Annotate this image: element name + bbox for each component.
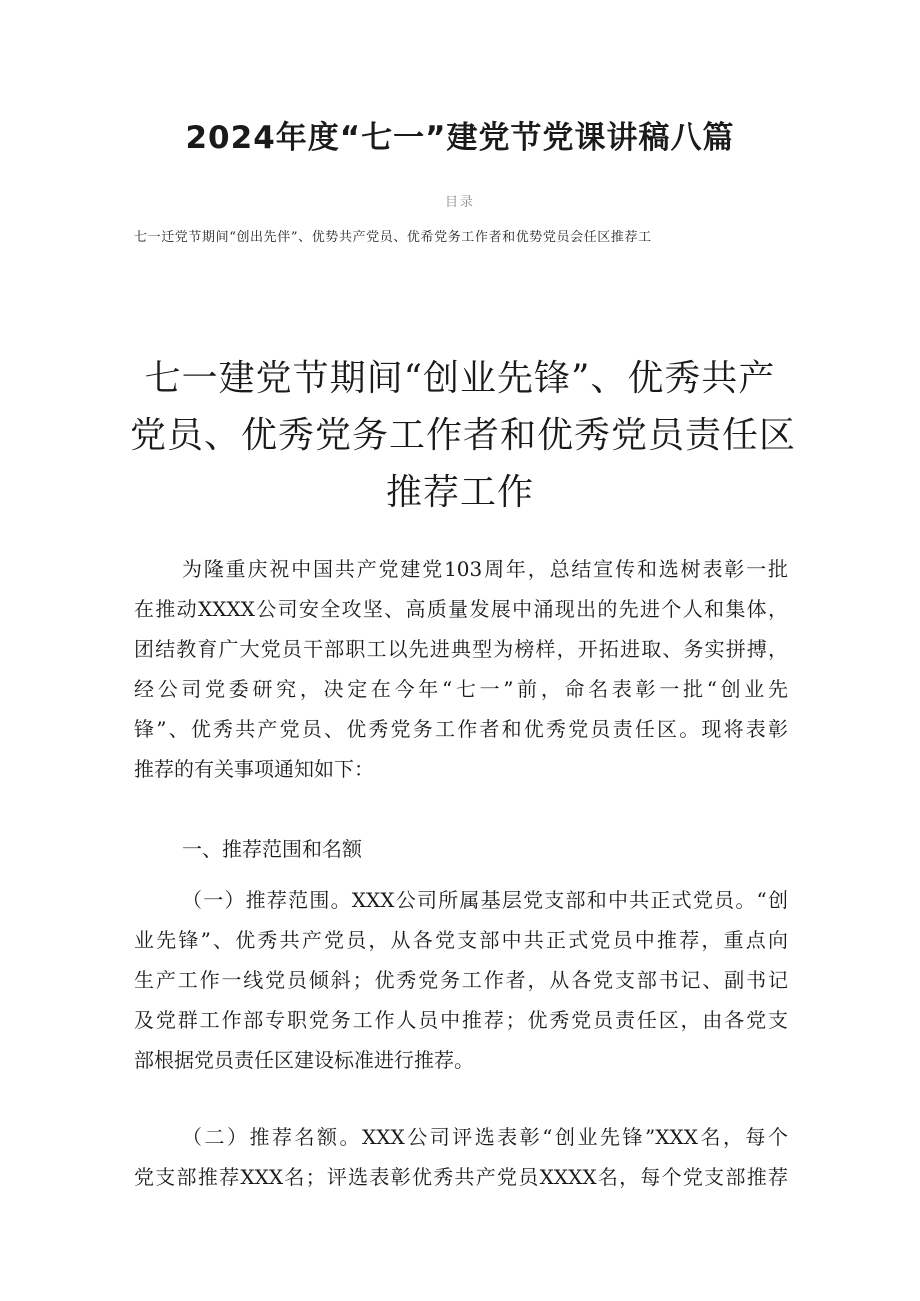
paragraph-line: 为隆重庆祝中国共产党建党103周年，总结宣传和选树表彰一批 xyxy=(182,557,788,581)
paragraph-scope xyxy=(134,880,788,1080)
toc-heading: 目录 xyxy=(444,195,475,210)
paragraph-line: 党支部推荐XXX名；评选表彰优秀共产党员XXXX名，每个党支部推荐 xyxy=(134,1165,788,1189)
paragraph-quota xyxy=(134,1117,788,1197)
paragraph-line: 经公司党委研究，决定在今年“七一”前，命名表彰一批“创业先 xyxy=(134,677,788,701)
paragraph-intro xyxy=(134,549,788,789)
paragraph-line: 部根据党员责任区建设标准进行推荐。 xyxy=(134,1048,474,1072)
paragraph-line: 推荐的有关事项通知如下： xyxy=(134,757,374,781)
section-title xyxy=(130,350,797,521)
paragraph-line: （一）推荐范围。XXX公司所属基层党支部和中共正式党员。“创 xyxy=(182,888,788,912)
paragraph-line: 生产工作一线党员倾斜；优秀党务工作者，从各党支部书记、副书记 xyxy=(134,968,788,992)
toc-entry[interactable]: 七一迁党节期间“创出先伴”、优势共产党员、优希党务工作者和优势党员会任区推荐工 xyxy=(134,230,652,245)
document-title: 2024年度“七一”建党节党课讲稿八篇 xyxy=(185,120,735,156)
paragraph-line: 在推动XXXX公司安全攻坚、高质量发展中涌现出的先进个人和集体， xyxy=(134,597,788,621)
heading-scope-and-quota xyxy=(134,829,788,869)
paragraph-line: 团结教育广大党员干部职工以先进典型为榜样，开拓进取、务实拼搏， xyxy=(134,637,788,661)
paragraph-line: 业先锋”、优秀共产党员，从各党支部中共正式党员中推荐，重点向 xyxy=(134,928,788,952)
paragraph-line: 锋”、优秀共产党员、优秀党务工作者和优秀党员责任区。现将表彰 xyxy=(134,717,788,741)
section-title-line: 推荐工作 xyxy=(385,472,534,513)
section-title-line: 党员、优秀党务工作者和优秀党员责任区 xyxy=(130,415,797,456)
section-title-line: 七一建党节期间“创业先锋”、优秀共产 xyxy=(144,358,776,399)
heading-text: 一、推荐范围和名额 xyxy=(182,837,362,861)
paragraph-line: （二）推荐名额。XXX公司评选表彰“创业先锋”XXX名，每个 xyxy=(182,1125,788,1149)
paragraph-line: 及党群工作部专职党务工作人员中推荐；优秀党员责任区，由各党支 xyxy=(134,1008,788,1032)
